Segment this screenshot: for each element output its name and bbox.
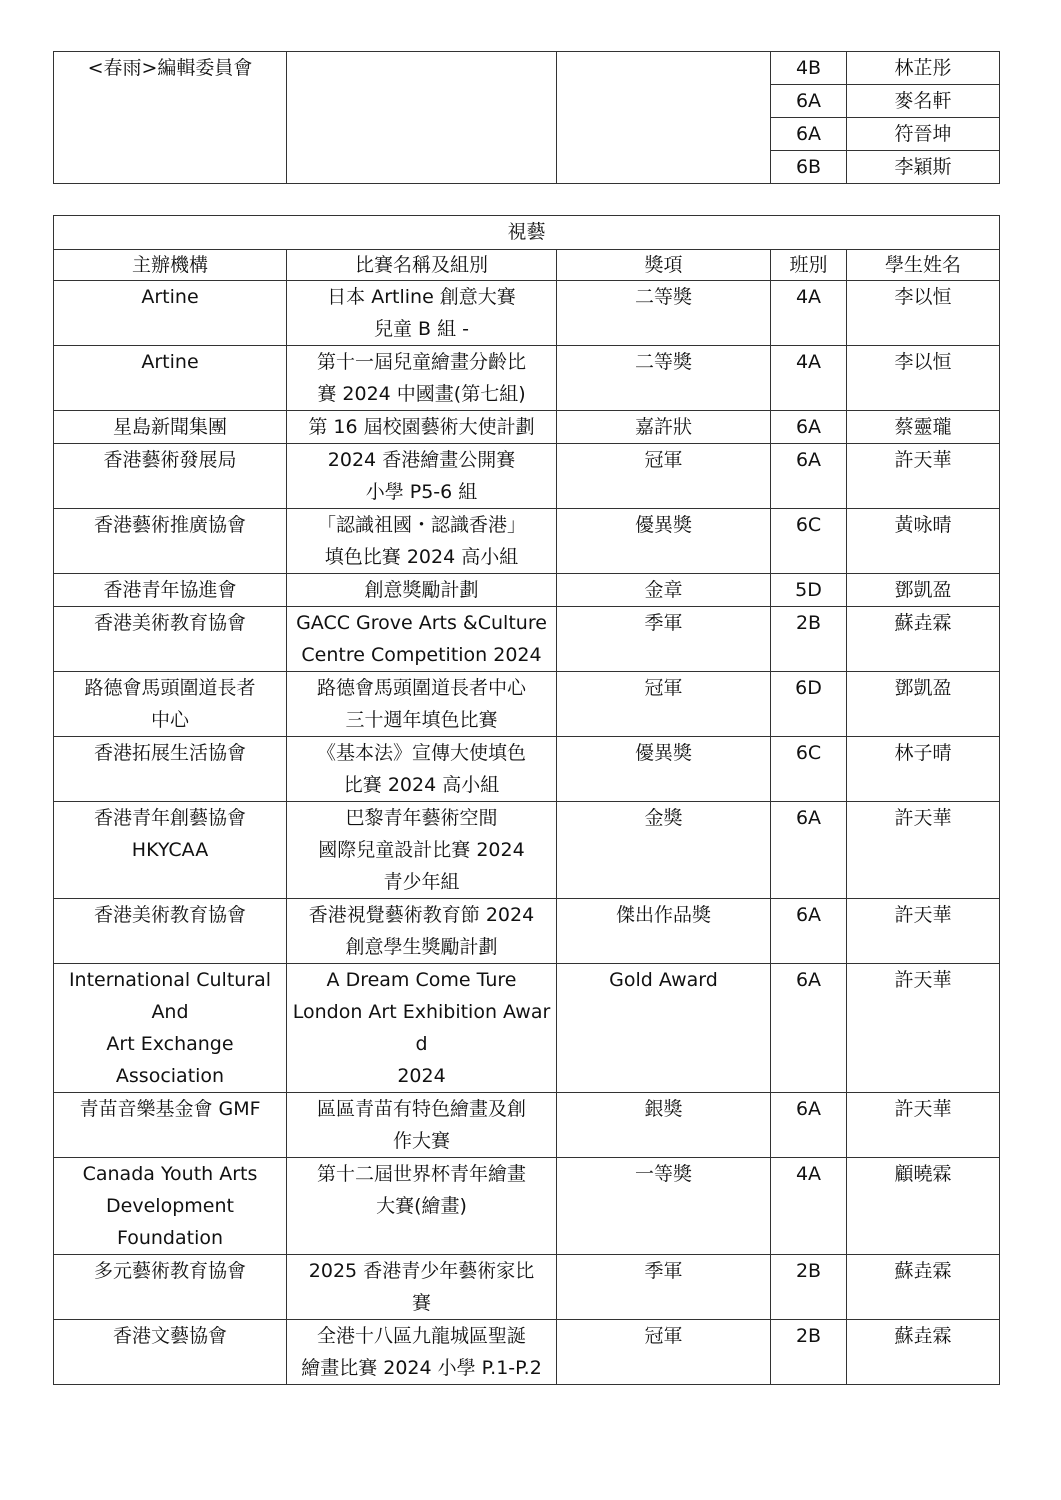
organizer-line: 路德會馬頭圍道長者 xyxy=(84,677,256,699)
table-row xyxy=(54,574,1000,607)
student-name-cell: 李穎斯 xyxy=(847,151,1000,184)
competition-cell xyxy=(287,411,557,444)
competition-line: 「認識祖國・認識香港」 xyxy=(316,514,526,536)
competition-cell xyxy=(287,574,557,607)
organizer-cell xyxy=(54,1093,287,1158)
competition-cell xyxy=(287,964,557,1093)
table-row xyxy=(54,964,1000,1093)
section-title: 視藝 xyxy=(54,216,1000,250)
header-class: 班別 xyxy=(771,250,847,281)
organizer-cell xyxy=(54,281,287,346)
table-row xyxy=(54,509,1000,574)
organizer-cell xyxy=(54,574,287,607)
table-row xyxy=(54,281,1000,346)
organizer-cell xyxy=(54,411,287,444)
award-cell: 嘉許狀 xyxy=(557,411,771,444)
competition-cell xyxy=(287,899,557,964)
organizer-line: 香港美術教育協會 xyxy=(93,612,246,634)
student-name-cell: 許天華 xyxy=(847,802,1000,899)
class-cell: 6A xyxy=(771,118,847,151)
table-row xyxy=(54,411,1000,444)
competition-cell xyxy=(287,802,557,899)
organizer-line: Art Exchange xyxy=(106,1033,234,1055)
class-cell: 6A xyxy=(771,411,847,444)
award-cell: 優異獎 xyxy=(557,509,771,574)
class-cell: 4A xyxy=(771,281,847,346)
header-competition: 比賽名稱及組別 xyxy=(287,250,557,281)
competition-line: 大賽(繪畫) xyxy=(376,1195,467,1217)
organizer-line: Foundation xyxy=(116,1227,224,1249)
class-cell: 5D xyxy=(771,574,847,607)
student-name-cell: 林子晴 xyxy=(847,737,1000,802)
organizer-cell xyxy=(54,672,287,737)
table-row xyxy=(54,444,1000,509)
competition-line: 第十一屆兒童繪畫分齡比 xyxy=(316,351,526,373)
competition-line: 日本 Artline 創意大賽 xyxy=(327,286,516,308)
organizer-cell xyxy=(54,346,287,411)
class-cell: 6A xyxy=(771,802,847,899)
competition-cell xyxy=(287,672,557,737)
student-name-cell: 顧曉霖 xyxy=(847,1158,1000,1255)
award-cell: 二等獎 xyxy=(557,281,771,346)
organizer-cell xyxy=(54,1158,287,1255)
award-cell: 金獎 xyxy=(557,802,771,899)
organizer-cell xyxy=(54,444,287,509)
award-cell xyxy=(557,52,771,184)
student-name-cell: 鄧凱盈 xyxy=(847,672,1000,737)
class-cell: 4B xyxy=(771,52,847,85)
competition-line: 《基本法》宣傳大使填色 xyxy=(316,742,526,764)
competition-line: 賽 2024 中國畫(第七組) xyxy=(317,383,526,405)
competition-line: 香港視覺藝術教育節 2024 xyxy=(308,904,535,926)
competition-line: 巴黎青年藝術空間 xyxy=(345,807,498,829)
competition-line: 作大賽 xyxy=(392,1130,450,1152)
competition-line: 路德會馬頭圍道長者中心 xyxy=(316,677,526,699)
student-name-cell: 符晉坤 xyxy=(847,118,1000,151)
organizer-line: Artine xyxy=(141,286,199,308)
competition-cell xyxy=(287,1093,557,1158)
organizer-line: Artine xyxy=(141,351,199,373)
award-cell: 優異獎 xyxy=(557,737,771,802)
organizer-line: 香港美術教育協會 xyxy=(93,904,246,926)
organizer-line: 香港藝術推廣協會 xyxy=(93,514,246,536)
competition-line: 創意獎勵計劃 xyxy=(364,579,479,601)
student-name-cell: 黃咏晴 xyxy=(847,509,1000,574)
competition-cell xyxy=(287,444,557,509)
student-name-cell: 李以恒 xyxy=(847,346,1000,411)
organizer-cell xyxy=(54,802,287,899)
student-name-cell: 蘇垚霖 xyxy=(847,607,1000,672)
table-row xyxy=(54,899,1000,964)
organizer-cell xyxy=(54,1320,287,1385)
class-cell: 6B xyxy=(771,151,847,184)
top-continuation-table xyxy=(53,51,1000,184)
visual-arts-table xyxy=(53,215,1000,1385)
student-name-cell: 蘇垚霖 xyxy=(847,1320,1000,1385)
table-row xyxy=(54,607,1000,672)
award-cell: 季軍 xyxy=(557,607,771,672)
competition-cell xyxy=(287,737,557,802)
organizer-line: 青苗音樂基金會 GMF xyxy=(79,1098,261,1120)
competition-line: 繪畫比賽 2024 小學 P.1-P.2 xyxy=(301,1357,542,1379)
competition-line: 國際兒童設計比賽 2024 xyxy=(318,839,525,861)
student-name-cell: 許天華 xyxy=(847,1093,1000,1158)
class-cell: 6D xyxy=(771,672,847,737)
competition-cell xyxy=(287,509,557,574)
student-name-cell: 鄧凱盈 xyxy=(847,574,1000,607)
student-name-cell: 麥名軒 xyxy=(847,85,1000,118)
competition-line: London Art Exhibition Award xyxy=(292,1001,551,1055)
competition-line: 填色比賽 2024 高小組 xyxy=(324,546,519,568)
table-row xyxy=(54,802,1000,899)
header-award: 獎項 xyxy=(557,250,771,281)
class-cell: 6A xyxy=(771,444,847,509)
student-name-cell: 李以恒 xyxy=(847,281,1000,346)
award-cell: Gold Award xyxy=(557,964,771,1093)
competition-cell xyxy=(287,1158,557,1255)
student-name-cell: 許天華 xyxy=(847,964,1000,1093)
organizer-line: 香港青年協進會 xyxy=(103,579,237,601)
student-name-cell: 林芷彤 xyxy=(847,52,1000,85)
organizer-cell xyxy=(54,1255,287,1320)
award-cell: 銀獎 xyxy=(557,1093,771,1158)
table-row xyxy=(54,1320,1000,1385)
student-name-cell: 許天華 xyxy=(847,899,1000,964)
competition-line: 2024 香港繪畫公開賽 xyxy=(327,449,516,471)
table-row xyxy=(54,1093,1000,1158)
competition-line: Centre Competition 2024 xyxy=(301,644,542,666)
competition-line: 賽 xyxy=(411,1292,431,1314)
award-cell: 冠軍 xyxy=(557,444,771,509)
organizer-cell xyxy=(54,964,287,1093)
competition-cell xyxy=(287,607,557,672)
organizer-line: Canada Youth Arts xyxy=(82,1163,258,1185)
competition-line: 兒童 B 組 - xyxy=(373,318,469,340)
table-row xyxy=(54,1255,1000,1320)
class-cell: 6A xyxy=(771,85,847,118)
class-cell: 2B xyxy=(771,1255,847,1320)
organizer-cell xyxy=(54,607,287,672)
table-row xyxy=(54,346,1000,411)
organizer-line: HKYCAA xyxy=(131,839,209,861)
competition-line: 區區青苗有特色繪畫及創 xyxy=(316,1098,526,1120)
competition-cell xyxy=(287,1255,557,1320)
organizer-cell: <春雨>編輯委員會 xyxy=(54,52,287,184)
competition-line: 青少年組 xyxy=(383,871,460,893)
award-cell: 冠軍 xyxy=(557,1320,771,1385)
competition-cell xyxy=(287,281,557,346)
competition-line: 小學 P5-6 組 xyxy=(365,481,478,503)
competition-line: 創意學生獎勵計劃 xyxy=(345,936,498,958)
competition-line: GACC Grove Arts &Culture xyxy=(296,612,547,634)
award-cell: 一等獎 xyxy=(557,1158,771,1255)
competition-line: 三十週年填色比賽 xyxy=(345,709,498,731)
competition-line: 全港十八區九龍城區聖誕 xyxy=(316,1325,526,1347)
organizer-line: 香港文藝協會 xyxy=(112,1325,227,1347)
class-cell: 4A xyxy=(771,1158,847,1255)
class-cell: 4A xyxy=(771,346,847,411)
organizer-line: Development xyxy=(106,1195,234,1217)
award-cell: 季軍 xyxy=(557,1255,771,1320)
class-cell: 6A xyxy=(771,964,847,1093)
table-row xyxy=(54,1158,1000,1255)
table-row xyxy=(54,672,1000,737)
award-cell: 二等獎 xyxy=(557,346,771,411)
award-cell: 金章 xyxy=(557,574,771,607)
competition-line: 2025 香港青少年藝術家比 xyxy=(308,1260,535,1282)
organizer-line: 星島新聞集團 xyxy=(112,416,227,438)
organizer-cell xyxy=(54,509,287,574)
organizer-line: 香港藝術發展局 xyxy=(103,449,237,471)
class-cell: 6C xyxy=(771,737,847,802)
organizer-line: And xyxy=(151,1001,189,1023)
award-cell: 冠軍 xyxy=(557,672,771,737)
organizer-line: International Cultural xyxy=(68,969,272,991)
class-cell: 2B xyxy=(771,1320,847,1385)
competition-cell xyxy=(287,52,557,184)
competition-cell xyxy=(287,346,557,411)
competition-line: 第十二屆世界杯青年繪畫 xyxy=(316,1163,526,1185)
class-cell: 6C xyxy=(771,509,847,574)
student-name-cell: 許天華 xyxy=(847,444,1000,509)
organizer-cell xyxy=(54,737,287,802)
organizer-line: 多元藝術教育協會 xyxy=(93,1260,246,1282)
competition-line: 2024 xyxy=(397,1065,446,1087)
competition-cell xyxy=(287,1320,557,1385)
header-organizer: 主辦機構 xyxy=(54,250,287,281)
class-cell: 6A xyxy=(771,899,847,964)
class-cell: 6A xyxy=(771,1093,847,1158)
organizer-line: 香港青年創藝協會 xyxy=(93,807,246,829)
organizer-cell xyxy=(54,899,287,964)
award-cell: 傑出作品獎 xyxy=(557,899,771,964)
organizer-line: 中心 xyxy=(150,709,189,731)
organizer-line: 香港拓展生活協會 xyxy=(93,742,246,764)
class-cell: 2B xyxy=(771,607,847,672)
table-row xyxy=(54,737,1000,802)
student-name-cell: 蘇垚霖 xyxy=(847,1255,1000,1320)
header-student: 學生姓名 xyxy=(847,250,1000,281)
competition-line: A Dream Come Ture xyxy=(326,969,517,991)
table-row xyxy=(54,52,1000,85)
organizer-line: Association xyxy=(115,1065,225,1087)
competition-line: 第 16 屆校園藝術大使計劃 xyxy=(308,416,535,438)
student-name-cell: 蔡靈瓏 xyxy=(847,411,1000,444)
competition-line: 比賽 2024 高小組 xyxy=(343,774,500,796)
